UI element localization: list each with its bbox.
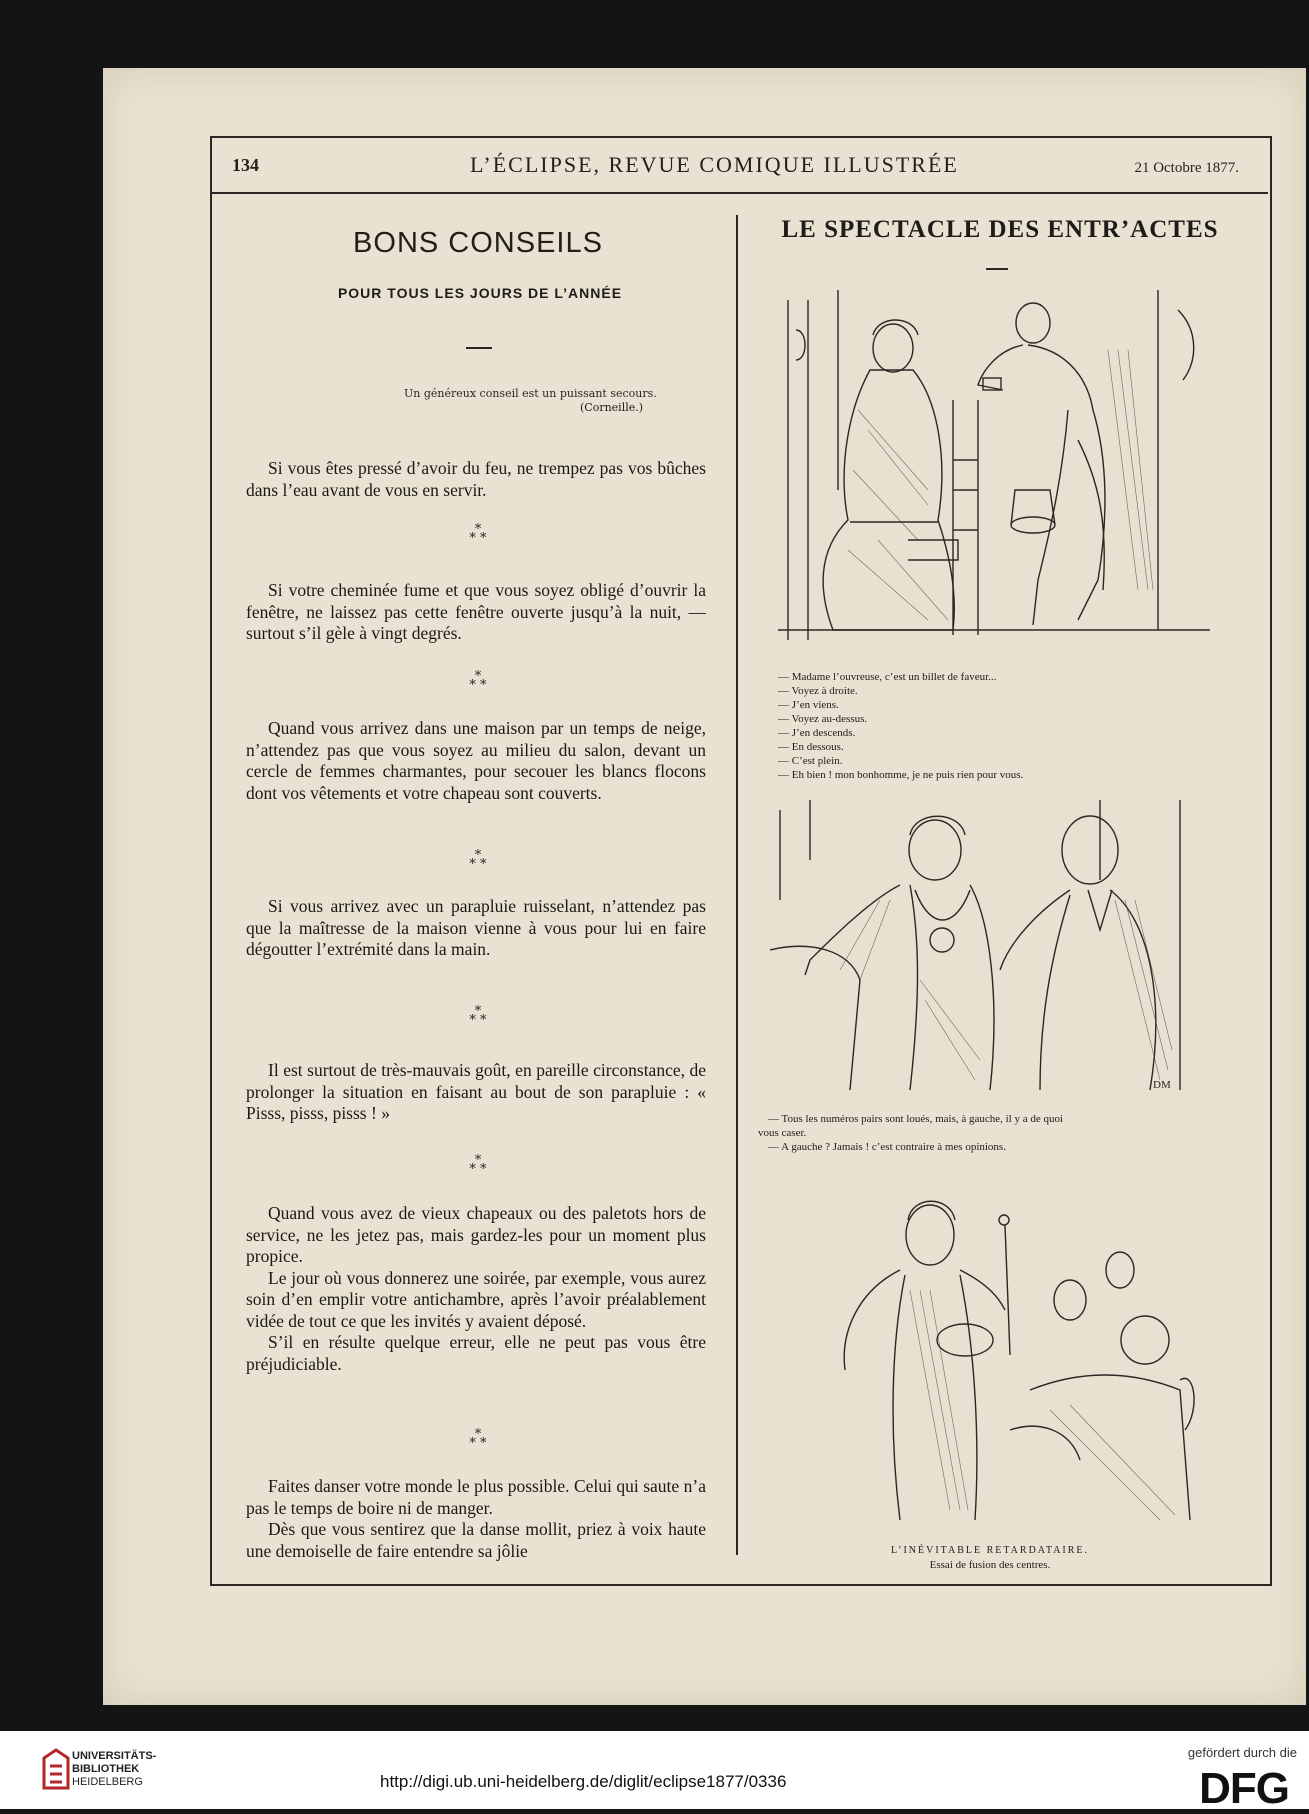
header-rule (210, 192, 1268, 194)
university-library-logo-icon (42, 1748, 70, 1792)
paragraph-5: Il est surtout de très-mauvais goût, en pareille circonstance, de prolonger la situation en faisant au bout de son parapluie : « Pisss, pisss, pisss ! » (246, 1060, 706, 1123)
paragraph-3: Quand vous arrivez dans une maison par un temps de neige, n’attendez pas que vous soyez au milieu du salon, devant un cercle de femmes charmantes, pour secouer les blancs flocons dont vos vêtements et votre chapeau sont couverts. (246, 718, 706, 803)
caption-latecomer-scene: L’INÉVITABLE RETARDATAIRE. Essai de fusion des centres. (890, 1545, 1090, 1571)
illustration-seating-scene (770, 800, 1210, 1100)
paragraph-1: Si vous êtes pressé d’avoir du feu, ne trempez pas vos bûches dans l’eau avant de vous en servir. (246, 458, 706, 500)
section-separator: * * * (469, 669, 487, 693)
issue-date: 21 Octobre 1877. (1134, 160, 1239, 176)
artist-signature: DM (1153, 1079, 1171, 1091)
section-separator: * * * (469, 522, 487, 546)
column-divider (736, 215, 738, 1555)
section-separator: * * * (469, 1153, 487, 1177)
article-title: BONS CONSEILS (353, 227, 603, 259)
page-number: 134 (232, 155, 259, 175)
source-url[interactable]: http://digi.ub.uni-heidelberg.de/diglit/eclipse1877/0336 (380, 1772, 787, 1791)
dfg-logo: DFG (1199, 1764, 1289, 1813)
section-title: LE SPECTACLE DES ENTR’ACTES (781, 216, 1219, 243)
title-dash (466, 347, 492, 349)
epigraph: Un généreux conseil est un puissant secours. (404, 387, 657, 400)
article-subtitle: POUR TOUS LES JOURS DE L’ANNÉE (337, 285, 623, 301)
epigraph-author: (Corneille.) (580, 401, 644, 414)
paragraph-6: Quand vous avez de vieux chapeaux ou des paletots hors de service, ne les jetez pas, mais gardez-les pour un moment plus propice. Le jour où vous donnerez une soirée, par exemple, vous aurez soin d’en emplir votre antichambre, après l’avoir préalablement vidée de tout ce que les invités y avaient déposé. S’il en résulte quelque erreur, elle ne peut pas vous être préjudiciable. (246, 1203, 706, 1374)
section-separator: * * * (469, 1427, 487, 1451)
journal-title: L’ÉCLIPSE, REVUE COMIQUE ILLUSTRÉE (470, 152, 959, 177)
university-library-name: UNIVERSITÄTS- BIBLIOTHEK HEIDELBERG (72, 1750, 157, 1788)
section-separator: * * * (469, 848, 487, 872)
paragraph-7: Faites danser votre monde le plus possible. Celui qui saute n’a pas le temps de boire ni de manger. Dès que vous sentirez que la danse mollit, priez à voix haute une demoiselle de faire entendre sa jôlie (246, 1476, 706, 1561)
caption-seating-scene: — Tous les numéros pairs sont loués, mais, à gauche, il y a de quoi vous caser. — A gauche ? Jamais ! c’est contraire à mes opinions. (758, 1113, 1064, 1153)
title-dash (986, 268, 1008, 270)
section-separator: * * * (469, 1004, 487, 1028)
caption-usher-scene: — Madame l’ouvreuse, c’est un billet de faveur... — Voyez à droite. — J’en viens. — Voyez au-dessus. — J’en descends. — En dessous. — C’est plein. — Eh bien ! mon bonhomme, je ne puis rien pour vous. (778, 671, 1024, 781)
funded-by-label: gefördert durch die (1187, 1745, 1297, 1760)
paragraph-2: Si votre cheminée fume et que vous soyez obligé d’ouvrir la fenêtre, ne laissez pas cette fenêtre ouverte jusqu’à la nuit, — surtout s’il gèle à vingt degrés. (246, 580, 706, 643)
digitization-footer (0, 1731, 1309, 1809)
illustration-latecomer-scene (780, 1190, 1200, 1535)
paragraph-4: Si vous arrivez avec un parapluie ruisselant, n’attendez pas que la maîtresse de la maison vienne à vous pour lui en faire dégoutter l’extrémité dans la main. (246, 896, 706, 959)
illustration-usher-scene (778, 290, 1210, 658)
